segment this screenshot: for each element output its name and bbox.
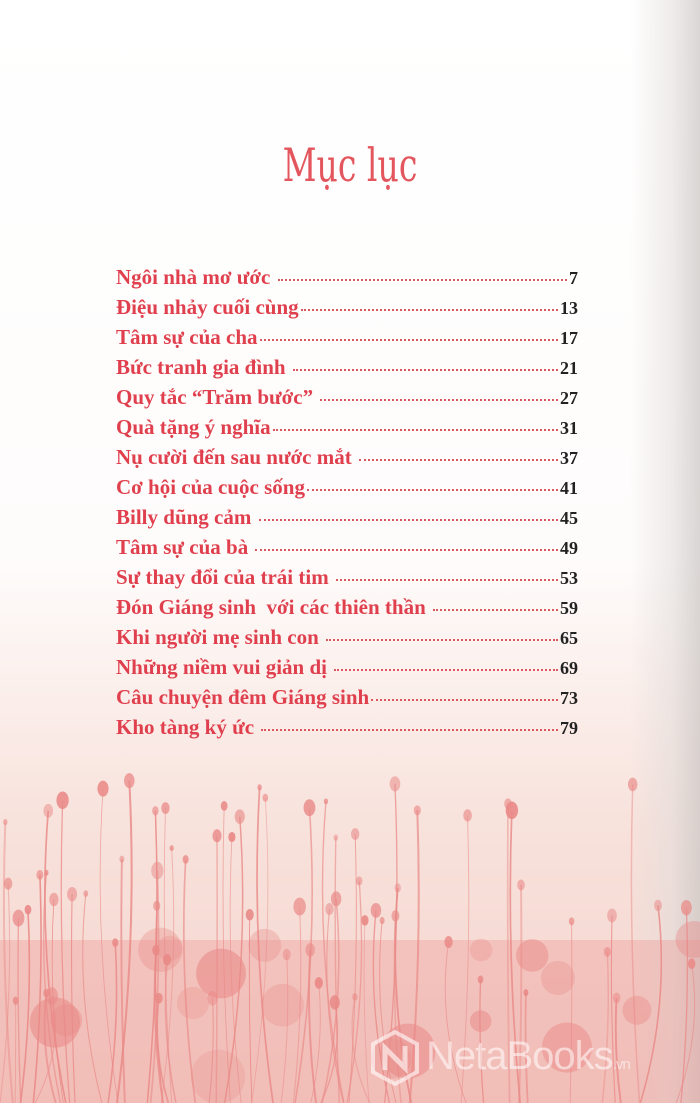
poppy-bud [262, 794, 268, 802]
dot-leader [336, 579, 558, 581]
poppy-bud [523, 989, 528, 996]
poppy-bud [613, 993, 621, 1004]
poppy-bloom [470, 939, 493, 962]
toc-entry[interactable] [116, 535, 578, 565]
poppy-bud [628, 778, 637, 792]
poppy-bloom [261, 984, 304, 1027]
dot-leader [259, 519, 558, 521]
poppy-bud [607, 909, 617, 923]
poppy-bud [228, 832, 235, 842]
poppy-bloom [248, 929, 281, 962]
poppy-bud [43, 804, 53, 818]
dot-leader [293, 369, 558, 371]
poppy-bud [325, 903, 333, 915]
poppy-bloom [157, 936, 182, 961]
poppy-bud [334, 834, 338, 840]
poppy-bud [304, 799, 316, 816]
toc-entry-page: 27 [560, 388, 578, 408]
poppy-bud [13, 910, 25, 927]
poppy-bud [246, 909, 254, 920]
poppy-bud [97, 781, 108, 797]
toc-entry[interactable] [116, 385, 578, 415]
dot-leader [260, 339, 558, 341]
toc-entry[interactable] [116, 295, 578, 325]
poppy-bud [25, 905, 32, 915]
poppy-bud [4, 878, 12, 890]
dot-leader [301, 309, 558, 311]
poppy-bud [124, 773, 135, 788]
toc-entry-page: 53 [560, 568, 578, 588]
poppy-bud [67, 887, 77, 901]
toc-entry-title: Sự thay đổi của trái tim [116, 565, 334, 589]
poppy-bud [654, 900, 662, 911]
poppy-bud [356, 876, 362, 885]
toc-entry-title: Điệu nhảy cuối cùng [116, 295, 299, 319]
dot-leader [326, 639, 558, 641]
toc-entry[interactable] [116, 595, 578, 625]
dot-leader [307, 489, 558, 491]
poppy-bud [681, 900, 692, 915]
toc-entry-title: Kho tàng ký ức [116, 715, 260, 739]
dot-leader [278, 279, 567, 281]
toc-entry[interactable] [116, 625, 578, 655]
toc-entry-page: 13 [560, 298, 578, 318]
toc-entry-page: 45 [560, 508, 578, 528]
poppy-bud [463, 809, 472, 821]
dot-leader [334, 669, 558, 671]
poppy-bud [315, 977, 323, 989]
poppy-bud [152, 806, 159, 815]
toc-entry-title: Billy dũng cảm [116, 505, 257, 529]
toc-entry-page: 31 [560, 418, 578, 438]
poppy-bud [324, 798, 328, 804]
poppy-bud [112, 938, 118, 947]
poppy-bud [361, 915, 368, 926]
toc-entry-title: Đón Giáng sinh với các thiên thần [116, 595, 432, 619]
poppy-bud [49, 893, 58, 906]
table-of-contents [116, 265, 578, 745]
poppy-bud [170, 845, 174, 851]
poppy-bud [257, 784, 261, 790]
dot-leader [320, 399, 558, 401]
poppy-bud [119, 856, 124, 863]
poppy-bud [221, 801, 228, 811]
toc-entry-title: Tâm sự của bà [116, 535, 254, 559]
toc-entry-page: 37 [560, 448, 578, 468]
poppy-bloom [541, 961, 575, 995]
toc-entry[interactable] [116, 355, 578, 385]
poppy-bud [235, 809, 245, 823]
page-title: Mục lục [282, 138, 418, 192]
poppy-bud [444, 936, 452, 948]
poppy-bud [293, 898, 305, 916]
toc-entry-page: 41 [560, 478, 578, 498]
toc-entry-title: Câu chuyện đêm Giáng sinh [116, 685, 370, 709]
poppy-bud [331, 891, 341, 906]
watermark-brand: NetaBooks [426, 1034, 613, 1078]
toc-entry-title: Tâm sự của cha [116, 325, 258, 349]
poppy-bud [517, 880, 525, 891]
poppy-bud [390, 776, 401, 791]
netabooks-watermark [370, 1028, 690, 1088]
toc-entry-page: 69 [560, 658, 578, 678]
toc-entry-page: 65 [560, 628, 578, 648]
toc-entry-page: 21 [560, 358, 578, 378]
toc-entry[interactable] [116, 475, 578, 505]
poppy-bud [569, 917, 575, 925]
watermark-text [426, 1034, 630, 1079]
toc-entry-title: Ngôi nhà mơ ước [116, 265, 276, 289]
dot-leader [273, 429, 558, 431]
toc-entry-page: 49 [560, 538, 578, 558]
poppy-bud [56, 792, 68, 810]
toc-entry-page: 7 [569, 268, 578, 288]
poppy-bloom [177, 987, 209, 1019]
poppy-bloom [196, 949, 246, 999]
dot-leader [433, 609, 558, 611]
poppy-bud [83, 890, 88, 897]
dot-leader [261, 729, 558, 731]
toc-entry-page: 59 [560, 598, 578, 618]
toc-entry-page: 17 [560, 328, 578, 348]
poppy-bud [212, 829, 221, 842]
toc-entry[interactable] [116, 565, 578, 595]
toc-entry-title: Cơ hội của cuộc sống [116, 475, 305, 499]
poppy-bloom [30, 997, 80, 1047]
poppy-bloom [516, 939, 548, 971]
poppy-bloom [622, 996, 651, 1025]
dot-leader [371, 699, 558, 701]
poppy-bud [371, 903, 381, 918]
watermark-suffix: .vn [612, 1056, 630, 1073]
poppy-bud [161, 802, 169, 814]
toc-entry[interactable] [116, 715, 578, 745]
poppy-bud [155, 993, 163, 1004]
toc-entry[interactable] [116, 265, 578, 295]
toc-entry-page: 79 [560, 718, 578, 738]
poppy-bud [283, 949, 291, 960]
poppy-bud [414, 805, 421, 815]
poppy-bud [351, 828, 359, 840]
poppy-bud [183, 855, 189, 864]
toc-entry[interactable] [116, 445, 578, 475]
poppy-bud [504, 798, 512, 809]
netabooks-logo-icon [370, 1030, 420, 1086]
poppy-bud [395, 883, 401, 892]
poppy-bloom [191, 1050, 245, 1103]
toc-entry-title: Nụ cười đến sau nước mắt [116, 445, 357, 469]
toc-entry-page: 73 [560, 688, 578, 708]
poppy-bud [352, 993, 357, 1001]
toc-entry-title: Bức tranh gia đình [116, 355, 291, 379]
poppy-bud [478, 975, 484, 983]
toc-entry-title: Những niềm vui giản dị [116, 655, 333, 679]
poppy-bud [3, 819, 7, 825]
poppy-bud [604, 947, 611, 957]
dot-leader [255, 549, 558, 551]
toc-entry[interactable] [116, 505, 578, 535]
poppy-bud [688, 958, 695, 969]
poppy-bud [36, 870, 43, 880]
toc-entry[interactable] [116, 325, 578, 355]
poppy-bud [380, 917, 385, 924]
toc-entry-title: Khi người mẹ sinh con [116, 625, 325, 649]
toc-entry-title: Quy tắc “Trăm bước” [116, 385, 319, 409]
poppy-bud [391, 910, 399, 921]
dot-leader [359, 459, 558, 461]
toc-entry[interactable] [116, 655, 578, 685]
toc-entry[interactable] [116, 685, 578, 715]
poppy-bud [13, 997, 19, 1005]
toc-entry[interactable] [116, 415, 578, 445]
toc-entry-title: Quà tặng ý nghĩa [116, 415, 271, 439]
